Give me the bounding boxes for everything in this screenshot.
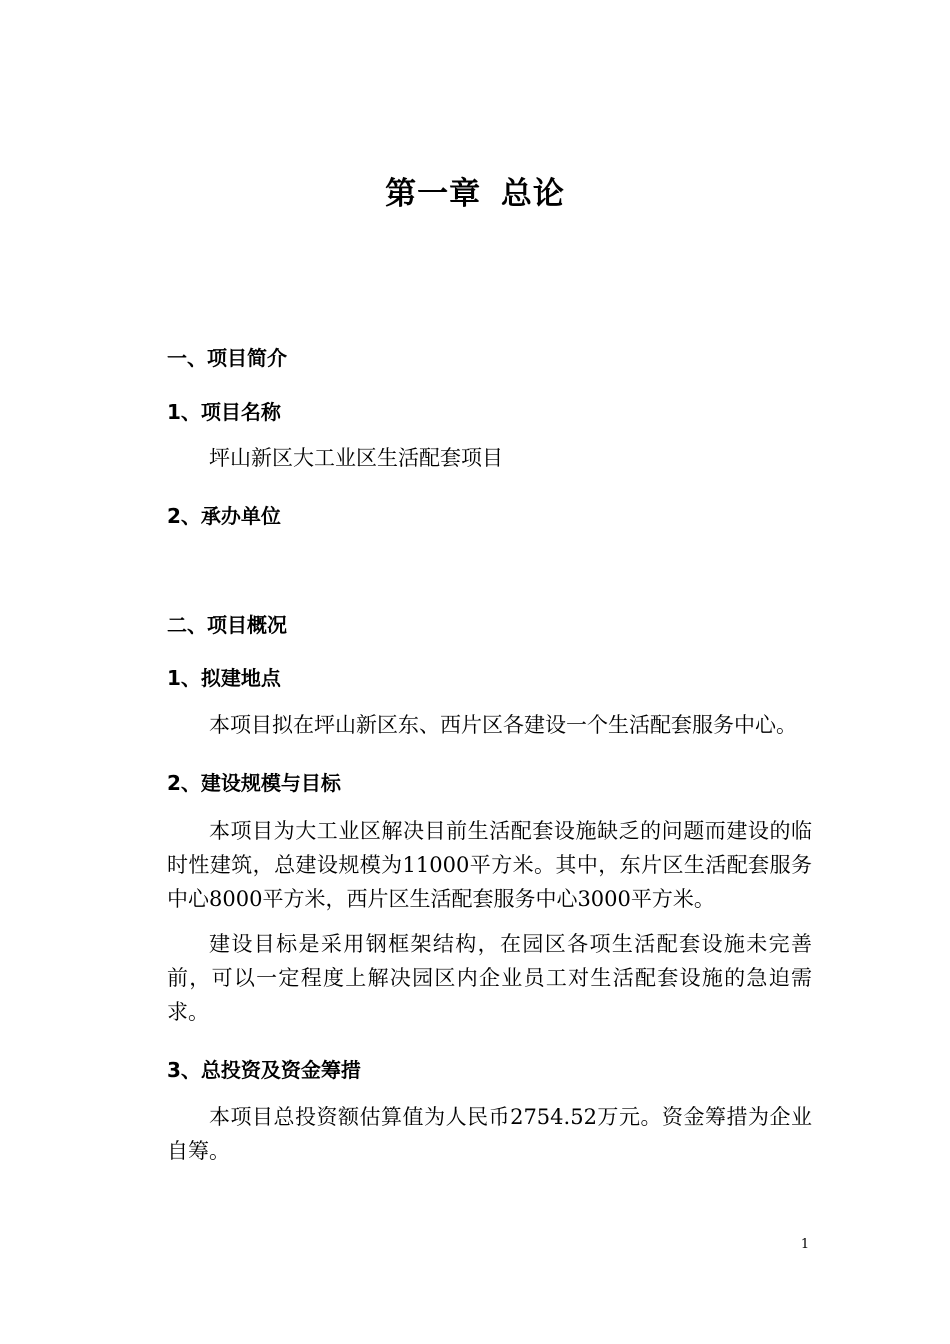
subheading-project-name: 1、项目名称 — [167, 400, 281, 424]
paragraph-scale: 本项目为大工业区解决目前生活配套设施缺乏的问题而建设的临时性建筑，总建设规模为11000平方米。其中，东片区生活配套服务中心8000平方米，西片区生活配套服务中心3000平方米。 — [167, 819, 812, 911]
subheading-organizer: 2、承办单位 — [167, 504, 281, 528]
paragraph-goal: 建设目标是采用钢框架结构，在园区各项生活配套设施未完善前，可以一定程度上解决园区内企业员工对生活配套设施的急迫需求。 — [167, 932, 812, 1024]
chapter-title: 第一章 总论 — [385, 176, 565, 212]
subheading-investment: 3、总投资及资金筹措 — [167, 1058, 361, 1082]
subheading-location: 1、拟建地点 — [167, 666, 281, 690]
paragraph-location: 本项目拟在坪山新区东、西片区各建设一个生活配套服务中心。 — [209, 713, 797, 737]
section-heading-overview: 二、项目概况 — [167, 613, 287, 637]
section-heading-intro: 一、项目简介 — [167, 346, 287, 370]
page-number: 1 — [800, 1237, 810, 1252]
paragraph-project-name: 坪山新区大工业区生活配套项目 — [209, 446, 503, 470]
subheading-scale-goal: 2、建设规模与目标 — [167, 771, 341, 795]
paragraph-investment: 本项目总投资额估算值为人民币2754.52万元。资金筹措为企业自筹。 — [167, 1105, 812, 1163]
